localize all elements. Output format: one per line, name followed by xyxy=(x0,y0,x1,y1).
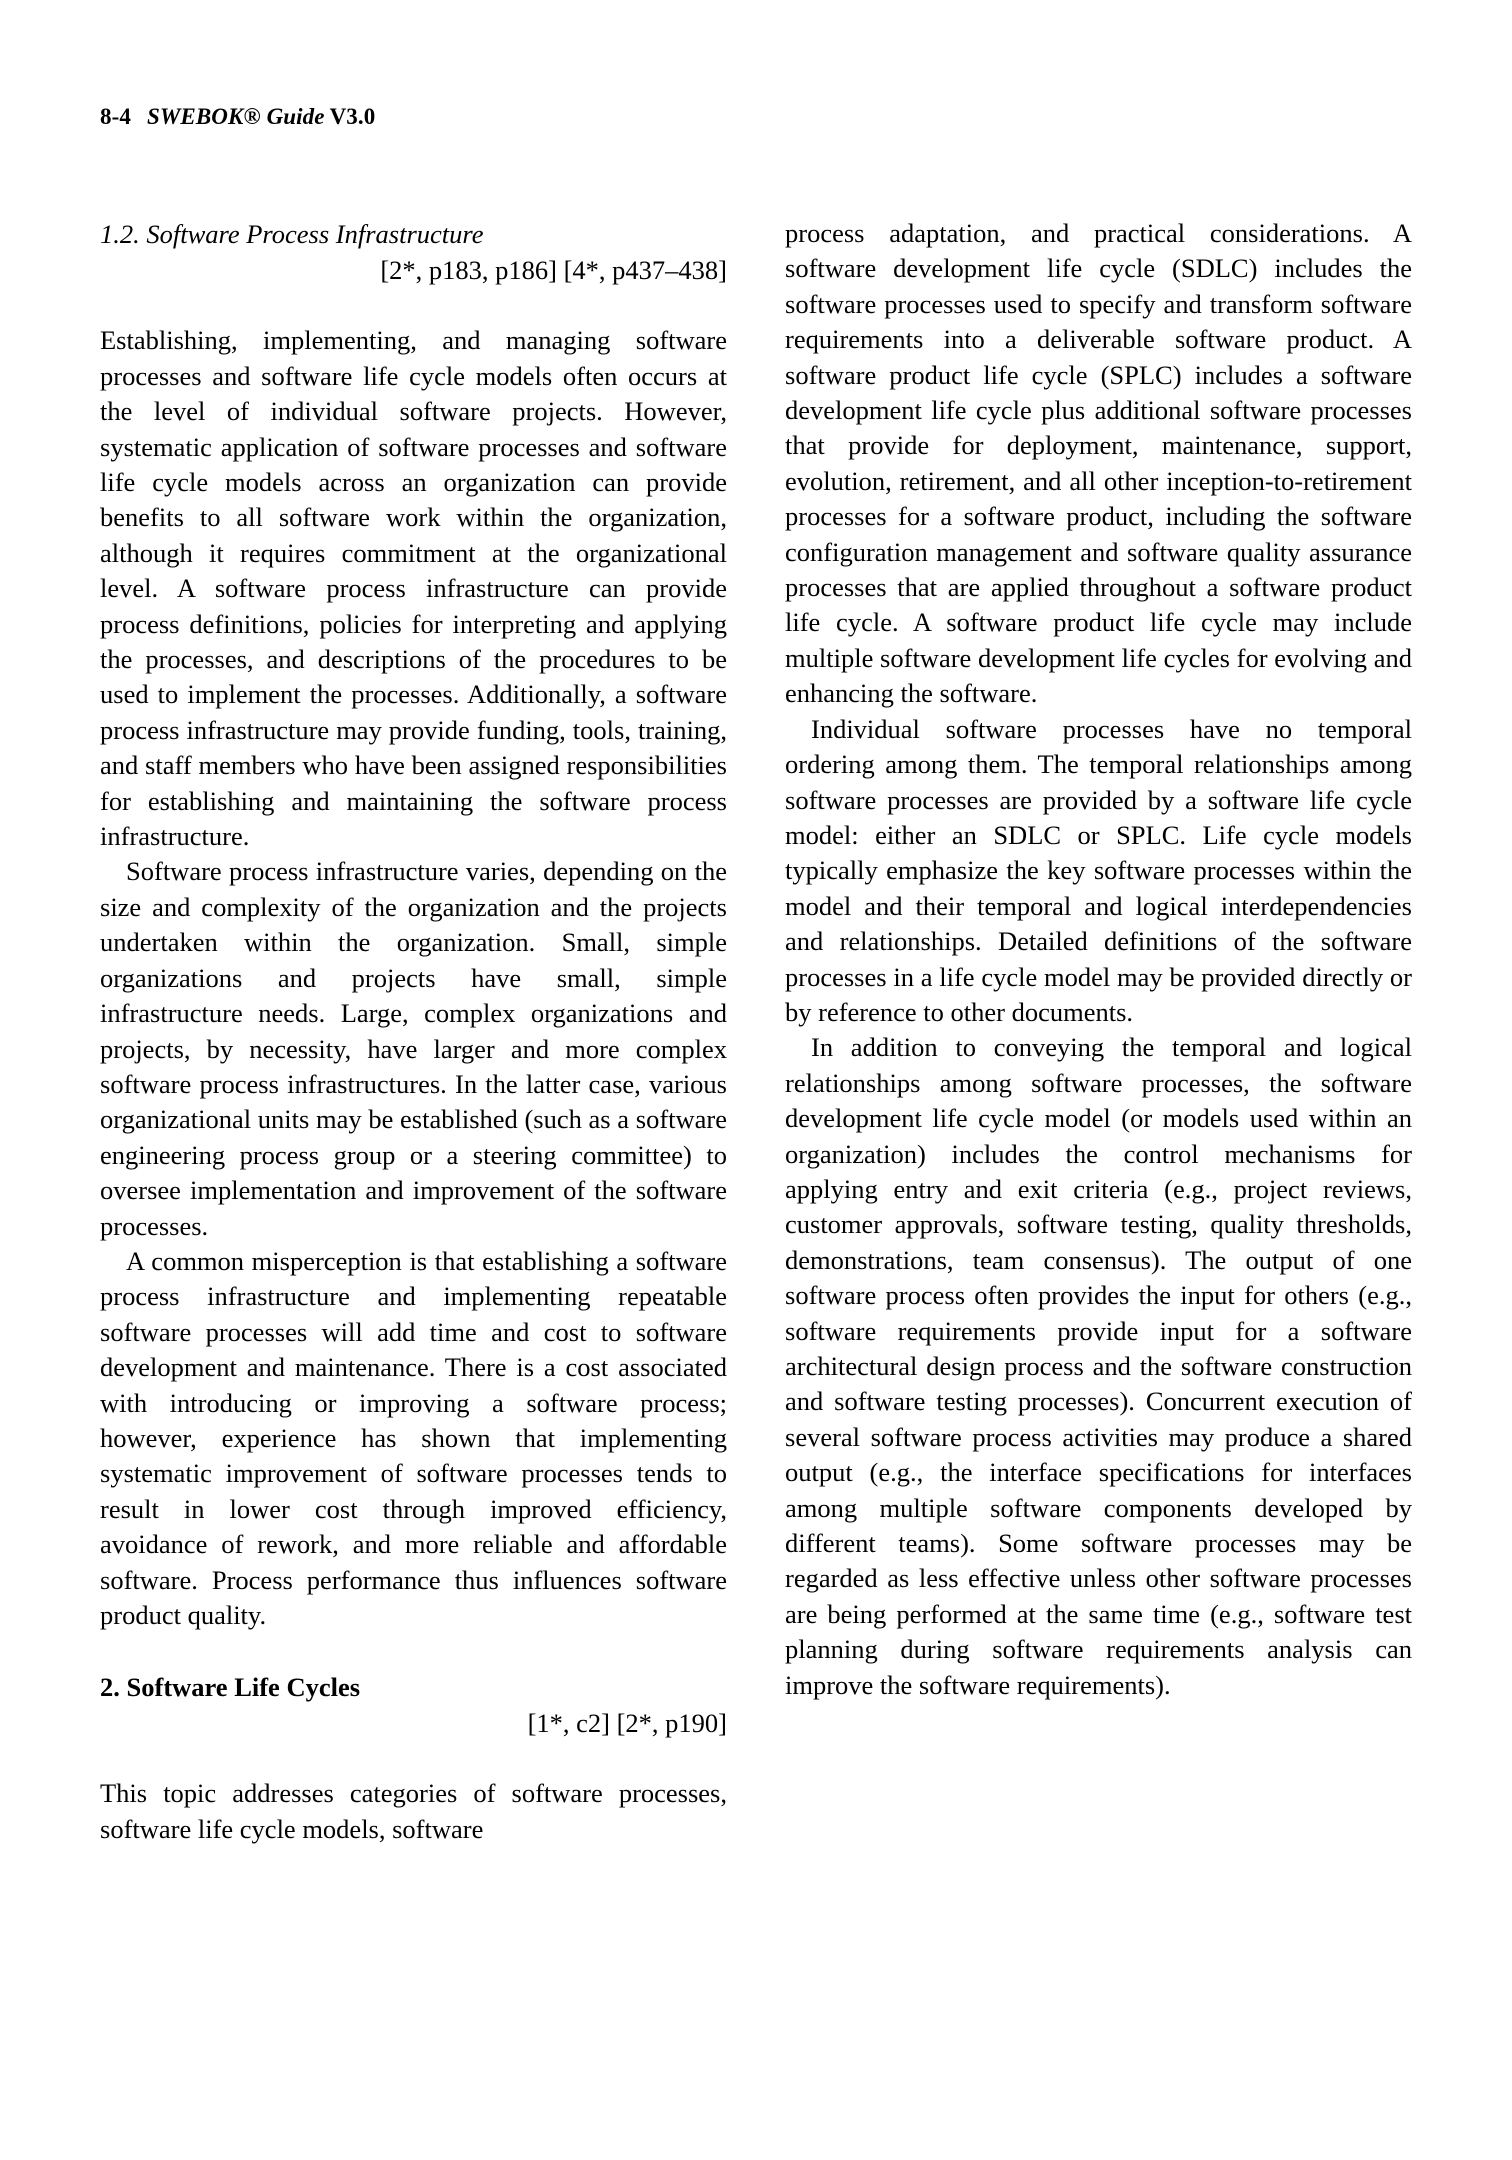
section-heading-1-2: 1.2. Software Process Infrastructure xyxy=(100,219,484,249)
section-reference-2: [1*, c2] [2*, p190] xyxy=(527,1707,727,1738)
paragraph: Software process infrastructure varies, depending on the size and complexity of the organization and the projects undertaken within the organization. Small, simple organizations and projects have small, simple infrastructure needs. Large, complex organizations and projects, by necessity, have larger and more complex software process infrastructures. In the latter case, various organizational units may be established (such as a software engineering process group or a steering committee) to oversee implementation and improvement of the software processes. xyxy=(100,856,727,1241)
running-head-title: SWEBOK® Guide xyxy=(146,104,325,129)
two-column-body xyxy=(100,216,1412,1847)
left-column xyxy=(100,216,727,1847)
paragraph: Establishing, implementing, and managing software processes and software life cycle models often occurs at the level of individual software projects. However, systematic application of software processes and software life cycle models across an organization can provide benefits to all software work within the organization, although it requires commitment at the organizational level. A software process infrastructure can provide process definitions, policies for interpreting and applying the processes, and descriptions of the procedures to be used to implement the processes. Additionally, a software process infrastructure may provide funding, tools, training, and staff members who have been assigned responsibilities for establishing and maintaining the software process infrastructure. xyxy=(100,325,727,852)
paragraph: In addition to conveying the temporal and logical relationships among software processes, the software development life cycle model (or models used within an organization) includes the control mechanisms for applying entry and exit criteria (e.g., project reviews, customer approvals, software testing, quality thresholds, demonstrations, team consensus). The output of one software process often provides the input for others (e.g., software requirements provide input for a software architectural design process and the software construction and software testing processes). Concurrent execution of several software process activities may produce a shared output (e.g., the interface specifications for interfaces among multiple software components developed by different teams). Some software processes may be regarded as less effective unless other software processes are being performed at the same time (e.g., software test planning during software requirements analysis can improve the software requirements). xyxy=(785,1032,1412,1700)
paragraph: process adaptation, and practical considerations. A software development life cycle (SDLC) includes the software processes used to specify and transform software requirements into a deliverable software product. A software product life cycle (SPLC) includes a software development life cycle plus additional software processes that provide for deployment, maintenance, support, evolution, retirement, and all other inception-to-retirement processes for a software product, including the software configuration management and software quality assurance processes that are applied throughout a software product life cycle. A software product life cycle may include multiple software development life cycles for evolving and enhancing the software. xyxy=(785,218,1412,709)
right-column xyxy=(785,216,1412,1847)
paragraph: Individual software processes have no temporal ordering among them. The temporal relationships among software processes are provided by a software life cycle model: either an SDLC or SPLC. Life cycle models typically emphasize the key software processes within the model and their temporal and logical interdependencies and relationships. Detailed definitions of the software processes in a life cycle model may be provided directly or by reference to other documents. xyxy=(785,713,1412,1027)
paragraph: A common misperception is that establishing a software process infrastructure and implementing repeatable software processes will add time and cost to software development and maintenance. There is a cost associated with introducing or improving a software process; however, experience has shown that implementing systematic improvement of software processes tends to result in lower cost through improved efficiency, avoidance of rework, and more reliable and affordable software. Process performance thus influences software product quality. xyxy=(100,1245,727,1631)
running-head-version: V3.0 xyxy=(329,104,376,129)
paragraph: This topic addresses categories of software processes, software life cycle models, software xyxy=(100,1778,727,1844)
section-heading-2: 2. Software Life Cycles xyxy=(100,1671,361,1702)
page-folio: 8-4 xyxy=(100,104,131,129)
heading-spacer xyxy=(100,1633,727,1668)
running-head xyxy=(100,104,375,130)
heading-spacer xyxy=(100,1741,727,1776)
section-reference-1-2: [2*, p183, p186] [4*, p437–438] xyxy=(380,255,727,285)
heading-spacer xyxy=(100,288,727,323)
